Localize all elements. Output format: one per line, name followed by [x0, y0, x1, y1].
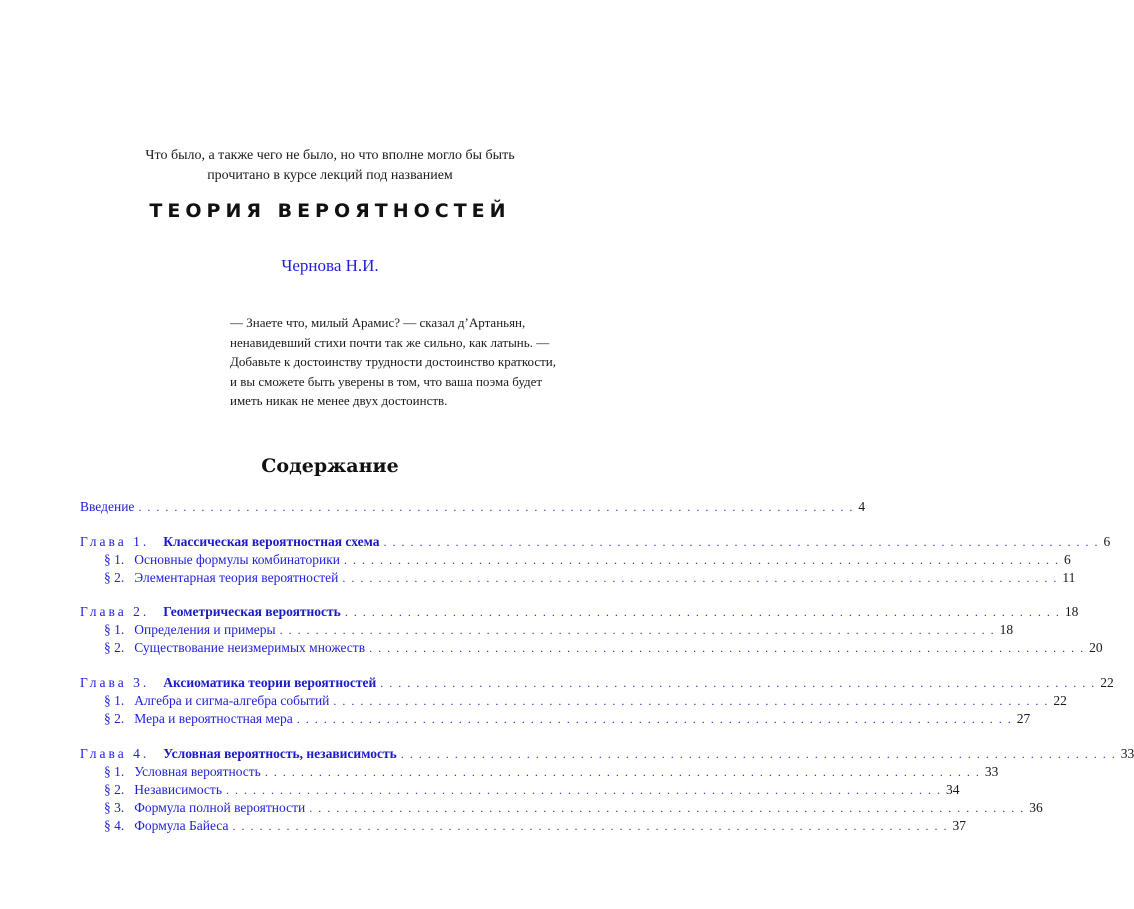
section-title: Формула Байеса: [134, 818, 229, 833]
chapter-number: Глава 4.: [80, 746, 150, 761]
chapter-title: Аксиоматика теории вероятностей: [163, 675, 377, 690]
section-title: Алгебра и сигма-алгебра событий: [134, 693, 330, 708]
chapter-number: Глава 3.: [80, 675, 150, 690]
toc-section-4-1[interactable]: [80, 764, 999, 782]
toc-heading: Содержание: [261, 455, 399, 477]
toc-leader-dots: ................................................................................: [264, 765, 985, 779]
epigraph-line-1: — Знаете что, милый Арамис? — сказал д’Артаньян,: [230, 315, 526, 330]
toc-section-2-1[interactable]: [80, 622, 1014, 640]
epigraph-line-5: иметь никак не менее двух достоинств.: [230, 393, 448, 408]
epigraph-line-2: ненавидевший стихи почти так же сильно, как латынь. —: [230, 334, 550, 350]
chapter-title: Условная вероятность, независимость: [163, 746, 397, 761]
section-number: § 1.: [104, 552, 125, 567]
toc-page-number: 33: [984, 764, 999, 779]
toc-page-number: 22: [1100, 675, 1114, 690]
toc-page-number: 33: [1120, 746, 1134, 761]
toc-leader-dots: ................................................................................: [232, 819, 953, 833]
toc-leader-dots: ................................................................................: [342, 571, 1063, 585]
chapter-title: Геометрическая вероятность: [163, 604, 341, 619]
section-title: Элементарная теория вероятностей: [134, 570, 339, 585]
toc-page-number: 18: [1064, 604, 1079, 619]
section-number: § 2.: [104, 711, 125, 726]
toc-section-1-1[interactable]: [80, 552, 1071, 570]
section-title: Формула полной вероятности: [134, 800, 306, 815]
section-title: Мера и вероятностная мера: [134, 711, 293, 726]
toc-leader-dots: ................................................................................: [296, 712, 1017, 726]
section-number: § 2.: [104, 640, 125, 655]
toc-chapter-3[interactable]: [80, 675, 1114, 693]
toc-section-4-3[interactable]: [80, 800, 1043, 818]
toc-chapter-2[interactable]: [80, 604, 1079, 622]
chapter-number: Глава 2.: [80, 604, 150, 619]
epigraph-line-3: Добавьте к достоинству трудности достоинство краткости,: [230, 354, 556, 369]
toc-section-3-2[interactable]: [80, 711, 1031, 729]
toc-leader-dots: ................................................................................: [383, 535, 1104, 549]
intro-text: [80, 146, 580, 186]
toc-page-number: 22: [1053, 693, 1067, 708]
section-number: § 1.: [104, 693, 125, 708]
toc-leader-dots: ................................................................................: [344, 553, 1065, 567]
section-number: § 2.: [104, 782, 125, 797]
toc-entry-label: Введение: [80, 499, 135, 514]
toc-page-number: 20: [1089, 640, 1103, 655]
section-title: Определения и примеры: [134, 622, 276, 637]
section-number: § 1.: [104, 764, 125, 779]
toc-page-number: 6: [1103, 534, 1111, 549]
toc-page-number: 27: [1016, 711, 1031, 726]
toc-section-4-4[interactable]: [80, 818, 966, 836]
section-title: Существование неизмеримых множеств: [134, 640, 366, 655]
toc-leader-dots: ................................................................................: [225, 783, 946, 797]
toc-leader-dots: ................................................................................: [400, 747, 1121, 761]
section-number: § 2.: [104, 570, 125, 585]
toc-chapter-4[interactable]: [80, 746, 1134, 764]
section-title: Условная вероятность: [134, 764, 261, 779]
section-number: § 4.: [104, 818, 125, 833]
epigraph: [230, 313, 578, 411]
intro-line-1: Что было, а также чего не было, но что вполне могло бы быть: [145, 148, 515, 163]
toc-leader-dots: ................................................................................: [333, 694, 1054, 708]
toc-section-4-2[interactable]: [80, 782, 960, 800]
toc-page-number: 37: [952, 818, 966, 833]
chapter-number: Глава 1.: [80, 534, 150, 549]
toc-page-number: 11: [1062, 570, 1076, 585]
toc-page-number: 6: [1064, 552, 1071, 567]
intro-line-2: прочитано в курсе лекций под названием: [207, 168, 453, 183]
toc-leader-dots: ................................................................................: [138, 500, 859, 514]
toc-page-number: 34: [945, 782, 960, 797]
toc-section-2-2[interactable]: [80, 640, 1103, 658]
toc-leader-dots: ................................................................................: [369, 641, 1090, 655]
section-number: § 3.: [104, 800, 125, 815]
toc-page-number: 18: [999, 622, 1014, 637]
toc-chapter-1[interactable]: [80, 534, 1111, 552]
document-title: ТЕОРИЯ ВЕРОЯТНОСТЕЙ: [149, 200, 511, 222]
section-title: Независимость: [134, 782, 222, 797]
toc-page-number: 36: [1029, 800, 1043, 815]
toc-leader-dots: ................................................................................: [279, 623, 1000, 637]
section-number: § 1.: [104, 622, 125, 637]
toc-leader-dots: ................................................................................: [344, 605, 1065, 619]
toc-page-number: 4: [858, 499, 866, 514]
epigraph-line-4: и вы сможете быть уверены в том, что ваша поэма будет: [230, 373, 543, 389]
toc-section-3-1[interactable]: [80, 693, 1067, 711]
toc-entry-intro[interactable]: [80, 499, 866, 517]
toc-leader-dots: ................................................................................: [309, 801, 1030, 815]
toc-leader-dots: ................................................................................: [380, 676, 1101, 690]
author-link[interactable]: Чернова Н.И.: [281, 256, 379, 275]
toc-section-1-2[interactable]: [80, 570, 1076, 588]
chapter-title: Классическая вероятностная схема: [163, 534, 380, 549]
section-title: Основные формулы комбинаторики: [134, 552, 341, 567]
